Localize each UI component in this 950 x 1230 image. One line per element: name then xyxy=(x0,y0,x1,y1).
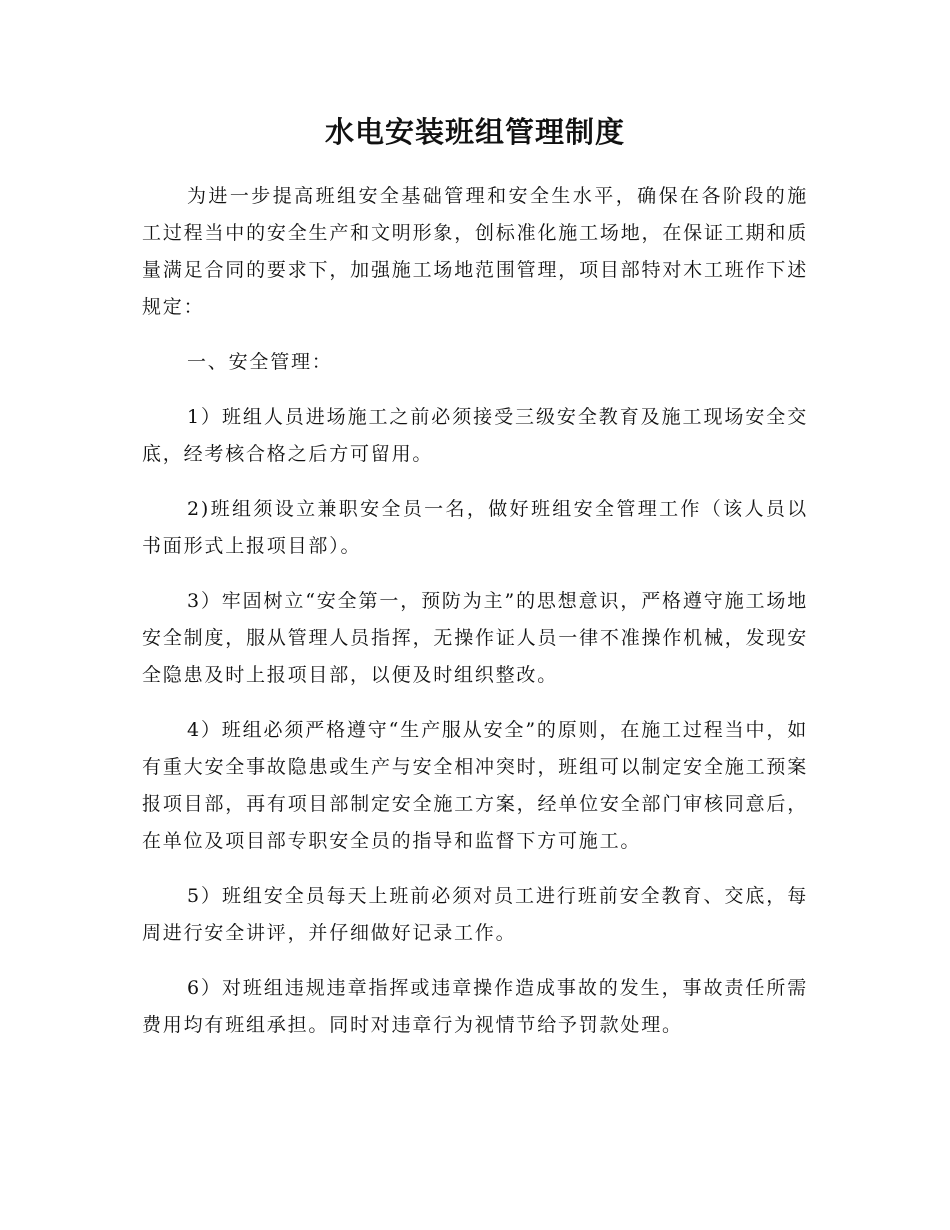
section-heading-safety: 一、安全管理： xyxy=(187,351,333,373)
document-page xyxy=(142,108,808,1062)
rule-item-2: 2)班组须设立兼职安全员一名，做好班组安全管理工作（该人员以书面形式上报项目部）。 xyxy=(142,498,808,557)
rule-item-1: 1）班组人员进场施工之前必须接受三级安全教育及施工现场安全交底，经考核合格之后方可留用。 xyxy=(142,406,808,465)
rule-item-5: 5）班组安全员每天上班前必须对员工进行班前安全教育、交底，每周进行安全讲评，并仔细做好记录工作。 xyxy=(142,885,808,944)
rule-item-3: 3）牢固树立“安全第一，预防为主”的思想意识，严格遵守施工场地安全制度，服从管理人员指挥，无操作证人员一律不准操作机械，发现安全隐患及时上报项目部，以便及时组织整改。 xyxy=(142,590,808,686)
document-title: 水电安装班组管理制度 xyxy=(324,115,625,149)
intro-paragraph: 为进一步提高班组安全基础管理和安全生水平，确保在各阶段的施工过程当中的安全生产和文明形象，创标准化施工场地，在保证工期和质量满足合同的要求下，加强施工场地范围管理，项目部特对木工班作下述规定： xyxy=(142,185,808,318)
rule-item-4: 4）班组必须严格遵守“生产服从安全”的原则，在施工过程当中，如有重大安全事故隐患或生产与安全相冲突时，班组可以制定安全施工预案报项目部，再有项目部制定安全施工方案，经单位安全部门审核同意后，在单位及项目部专职安全员的指导和监督下方可施工。 xyxy=(142,719,808,852)
rule-item-6: 6）对班组违规违章指挥或违章操作造成事故的发生，事故责任所需费用均有班组承担。同时对违章行为视情节给予罚款处理。 xyxy=(142,977,808,1036)
